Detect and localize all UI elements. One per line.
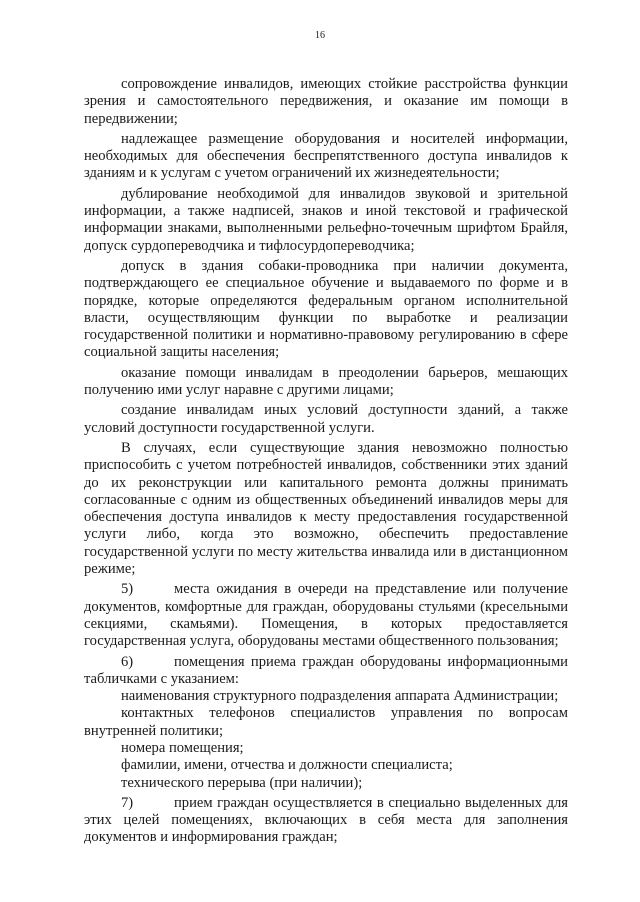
list-item-number: 5) (121, 581, 134, 598)
page-number: 16 (315, 30, 325, 41)
paragraph: допуск в здания собаки-проводника при наличии документа, подтверждающего ее специальное обучение и выдаваемого по форме и в порядке, которые определяются федеральным органом исполнительной власти, осуществляющим функции по выработке и реализации государственной политики и нормативно-правовому регулированию в сфере социальной защиты населения; (84, 257, 568, 361)
list-item-7 (84, 795, 568, 847)
paragraph: сопровождение инвалидов, имеющих стойкие расстройства функции зрения и самостоятельного передвижения, и оказание им помощи в передвижении; (84, 76, 568, 127)
list-item-text: места ожидания в очереди на представление или получение документов, комфортные для граждан, оборудованы стульями (кресельными секциями, скамьями). Помещения, в которых предоставляется государственная услуга, оборудованы местами общественного пользования; (84, 581, 568, 650)
sub-item: фамилии, имени, отчества и должности специалиста; (121, 757, 453, 774)
list-item-6 (84, 654, 568, 689)
list-item-number: 7) (121, 794, 134, 811)
sub-item: технического перерыва (при наличии); (121, 774, 363, 791)
list-item-text: прием граждан осуществляется в специально выделенных для этих целей помещениях, включающих в себя места для заполнения документов и информирования граждан; (84, 794, 568, 846)
document-body (84, 76, 568, 847)
list-item-text: помещения приема граждан оборудованы информационными табличками с указанием: (84, 653, 568, 687)
paragraph: создание инвалидам иных условий доступности зданий, а также условий доступности государственной услуги. (84, 402, 568, 436)
sub-item: номера помещения; (121, 739, 244, 756)
paragraph: В случаях, если существующие здания невозможно полностью приспособить с учетом потребностей инвалидов, собственники этих зданий до их реконструкции или капитального ремонта должны принимать согласованные с одним из общественных объединений инвалидов меры для обеспечения доступа инвалидов к месту предоставления государственной услуги либо, когда это возможно, обеспечить предоставление государственной услуги по месту жительства инвалида или в дистанционном режиме; (84, 439, 568, 578)
list-item-number: 6) (121, 653, 134, 670)
list-item-5 (84, 581, 568, 650)
sub-item: наименования структурного подразделения аппарата Администрации; (121, 688, 559, 705)
paragraph: надлежащее размещение оборудования и носителей информации, необходимых для обеспечения беспрепятственного доступа инвалидов к зданиям и к услугам с учетом ограничений их жизнедеятельности; (84, 130, 568, 182)
paragraph: дублирование необходимой для инвалидов звуковой и зрительной информации, а также надписей, знаков и иной текстовой и графической информации знаками, выполненными рельефно-точечным шрифтом Брайля, допуск сурдопереводчика и тифлосурдопереводчика; (84, 185, 568, 254)
paragraph: оказание помощи инвалидам в преодолении барьеров, мешающих получению ими услуг наравне с другими лицами; (84, 364, 568, 399)
sub-item: контактных телефонов специалистов управления по вопросам внутренней политики; (84, 705, 568, 739)
